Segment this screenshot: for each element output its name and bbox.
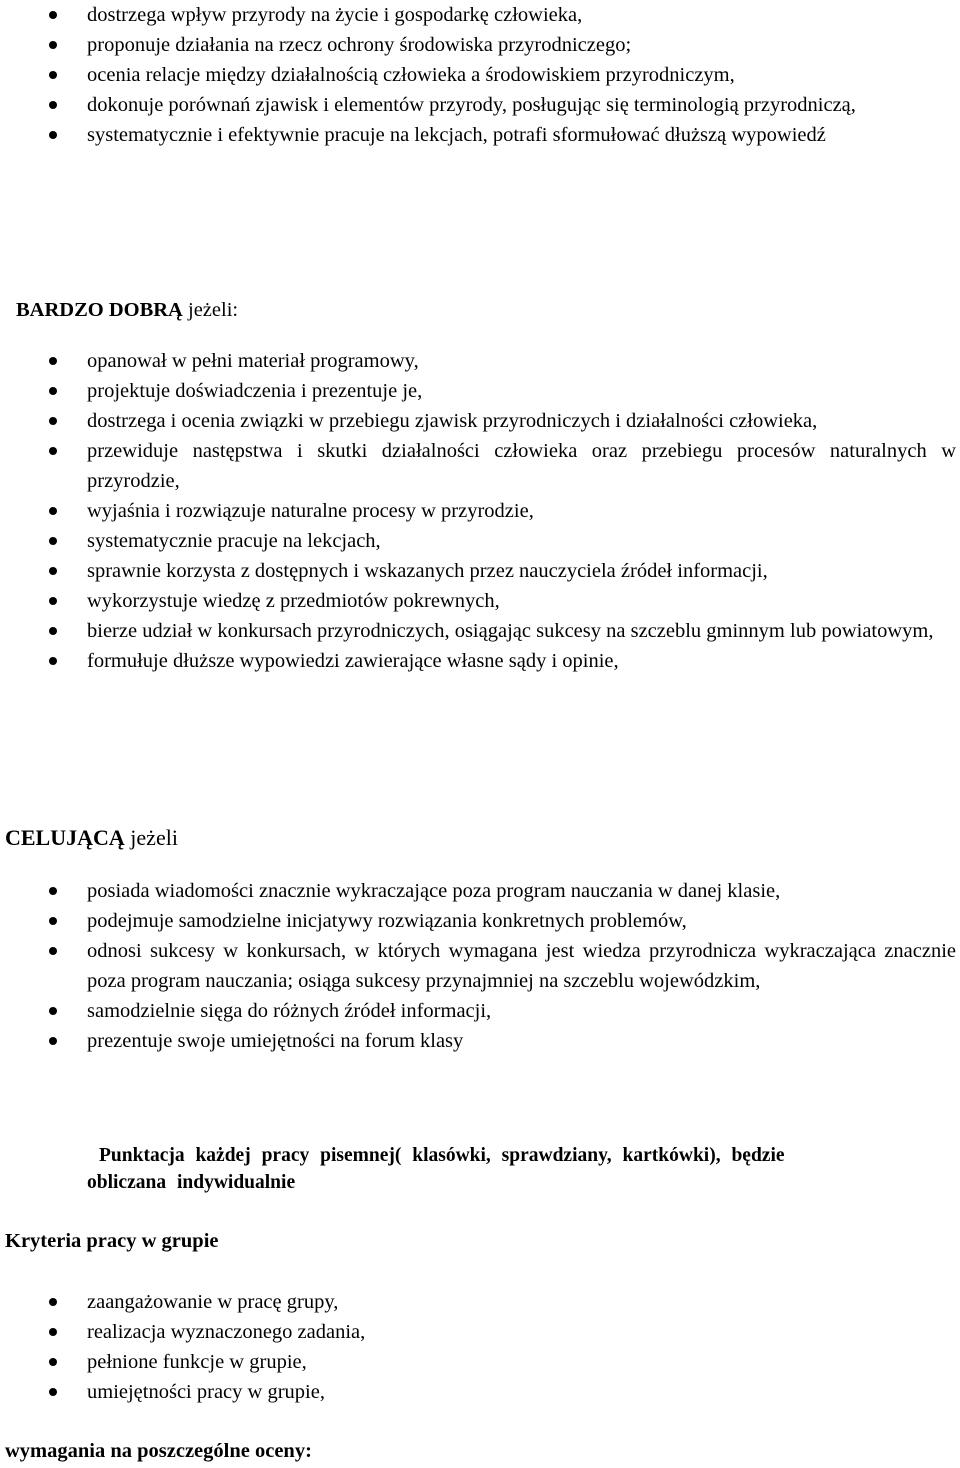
list-item <box>0 1287 960 1317</box>
list-item-text: dostrzega i ocenia związki w przebiegu zjawisk przyrodniczych i działalności człowieka, <box>87 410 818 432</box>
list-item <box>0 906 960 936</box>
list-item-text: projektuje doświadczenia i prezentuje je, <box>87 380 423 402</box>
bullet-icon <box>49 537 57 545</box>
list-item <box>0 90 960 120</box>
list-item-text: prezentuje swoje umiejętności na forum klasy <box>87 1030 464 1052</box>
group-work-criteria-list <box>0 1287 960 1407</box>
list-item <box>0 406 960 436</box>
list-item <box>0 30 960 60</box>
bullet-icon <box>49 417 57 425</box>
list-item-text: ocenia relacje między działalnością człowieka a środowiskiem przyrodniczym, <box>87 64 735 86</box>
list-item <box>0 1347 960 1377</box>
bullet-icon <box>49 387 57 395</box>
footer-heading <box>5 1436 312 1466</box>
bullet-icon <box>49 447 57 455</box>
list-item-text: samodzielnie sięga do różnych źródeł informacji, <box>87 1000 492 1022</box>
list-item <box>0 60 960 90</box>
list-item <box>0 376 960 406</box>
bullet-icon <box>49 1358 57 1366</box>
heading-celujaca-bold: CELUJĄCĄ <box>5 825 125 850</box>
bardzo-dobra-criteria-list <box>0 346 960 676</box>
list-item-text: dokonuje porównań zjawisk i elementów przyrody, posługując się terminologią przyrodniczą, <box>87 94 856 116</box>
list-item-text: formułuje dłuższe wypowiedzi zawierające własne sądy i opinie, <box>87 650 619 672</box>
list-item-text: dostrzega wpływ przyrody na życie i gospodarkę człowieka, <box>87 4 583 26</box>
list-item <box>0 526 960 556</box>
bullet-icon <box>49 1007 57 1015</box>
list-item <box>0 1026 960 1056</box>
list-item-text: zaangażowanie w pracę grupy, <box>87 1291 339 1313</box>
heading-bardzo-dobra-rest: jeżeli: <box>182 299 239 321</box>
bullet-icon <box>49 1037 57 1045</box>
bullet-icon <box>49 1328 57 1336</box>
list-item <box>0 556 960 586</box>
bullet-icon <box>49 887 57 895</box>
list-item-text: proponuje działania na rzecz ochrony środowiska przyrodniczego; <box>87 34 632 56</box>
footer-heading-text: wymagania na poszczególne oceny: <box>5 1440 312 1462</box>
bullet-icon <box>49 41 57 49</box>
bullet-icon <box>49 567 57 575</box>
list-item-text: opanował w pełni materiał programowy, <box>87 350 419 372</box>
bullet-icon <box>49 1388 57 1396</box>
list-item-text: systematycznie pracuje na lekcjach, <box>87 530 381 552</box>
list-item-text: umiejętności pracy w grupie, <box>87 1381 325 1403</box>
list-item <box>0 436 960 496</box>
list-item-text: odnosi sukcesy w konkursach, w których wymagana jest wiedza przyrodnicza wykraczająca znacznie poza program nauczania; osiąga sukcesy przynajmniej na szczeblu wojewódzkim, <box>87 940 956 992</box>
heading-group-work <box>5 1226 219 1256</box>
bullet-icon <box>49 947 57 955</box>
list-item <box>0 936 960 996</box>
list-item-text: podejmuje samodzielne inicjatywy rozwiązania konkretnych problemów, <box>87 910 687 932</box>
grading-note-line2: obliczana indywidualnie <box>87 1172 296 1193</box>
heading-celujaca <box>5 823 178 853</box>
list-item <box>0 1377 960 1407</box>
list-item <box>0 616 960 646</box>
list-item <box>0 1317 960 1347</box>
list-item <box>0 996 960 1026</box>
list-item <box>0 120 960 150</box>
bullet-icon <box>49 131 57 139</box>
list-item <box>0 876 960 906</box>
heading-bardzo-dobra <box>16 295 238 325</box>
list-item-text: bierze udział w konkursach przyrodniczych, osiągając sukcesy na szczeblu gminnym lub powiatowym, <box>87 620 934 642</box>
bullet-icon <box>49 597 57 605</box>
grading-note-line1: Punktacja każdej pracy pisemnej( klasówki, sprawdziany, kartkówki), będzie <box>99 1145 785 1166</box>
list-item-text: pełnione funkcje w grupie, <box>87 1351 307 1373</box>
list-item <box>0 496 960 526</box>
list-item-text: systematycznie i efektywnie pracuje na lekcjach, potrafi sformułować dłuższą wypowiedź <box>87 124 826 146</box>
list-item-text: posiada wiadomości znacznie wykraczające poza program nauczania w danej klasie, <box>87 880 781 902</box>
list-item-text: wykorzystuje wiedzę z przedmiotów pokrewnych, <box>87 590 500 612</box>
heading-bardzo-dobra-bold: BARDZO DOBRĄ <box>16 299 183 321</box>
heading-celujaca-rest: jeżeli <box>124 825 178 850</box>
list-item <box>0 346 960 376</box>
list-item-text: przewiduje następstwa i skutki działalności człowieka oraz przebiegu procesów naturalnych w przyrodzie, <box>87 440 956 492</box>
list-item-text: sprawnie korzysta z dostępnych i wskazanych przez nauczyciela źródeł informacji, <box>87 560 768 582</box>
grading-note <box>87 1142 955 1196</box>
bullet-icon <box>49 101 57 109</box>
list-item <box>0 0 960 30</box>
bullet-icon <box>49 11 57 19</box>
bullet-icon <box>49 357 57 365</box>
list-item-text: wyjaśnia i rozwiązuje naturalne procesy w przyrodzie, <box>87 500 534 522</box>
heading-group-work-title: Kryteria pracy w grupie <box>5 1230 219 1252</box>
bullet-icon <box>49 657 57 665</box>
bullet-icon <box>49 1298 57 1306</box>
list-item <box>0 646 960 676</box>
list-item-text: realizacja wyznaczonego zadania, <box>87 1321 366 1343</box>
bullet-icon <box>49 627 57 635</box>
list-item <box>0 586 960 616</box>
intro-criteria-list <box>0 0 960 150</box>
bullet-icon <box>49 71 57 79</box>
celujaca-criteria-list <box>0 876 960 1056</box>
bullet-icon <box>49 917 57 925</box>
bullet-icon <box>49 507 57 515</box>
